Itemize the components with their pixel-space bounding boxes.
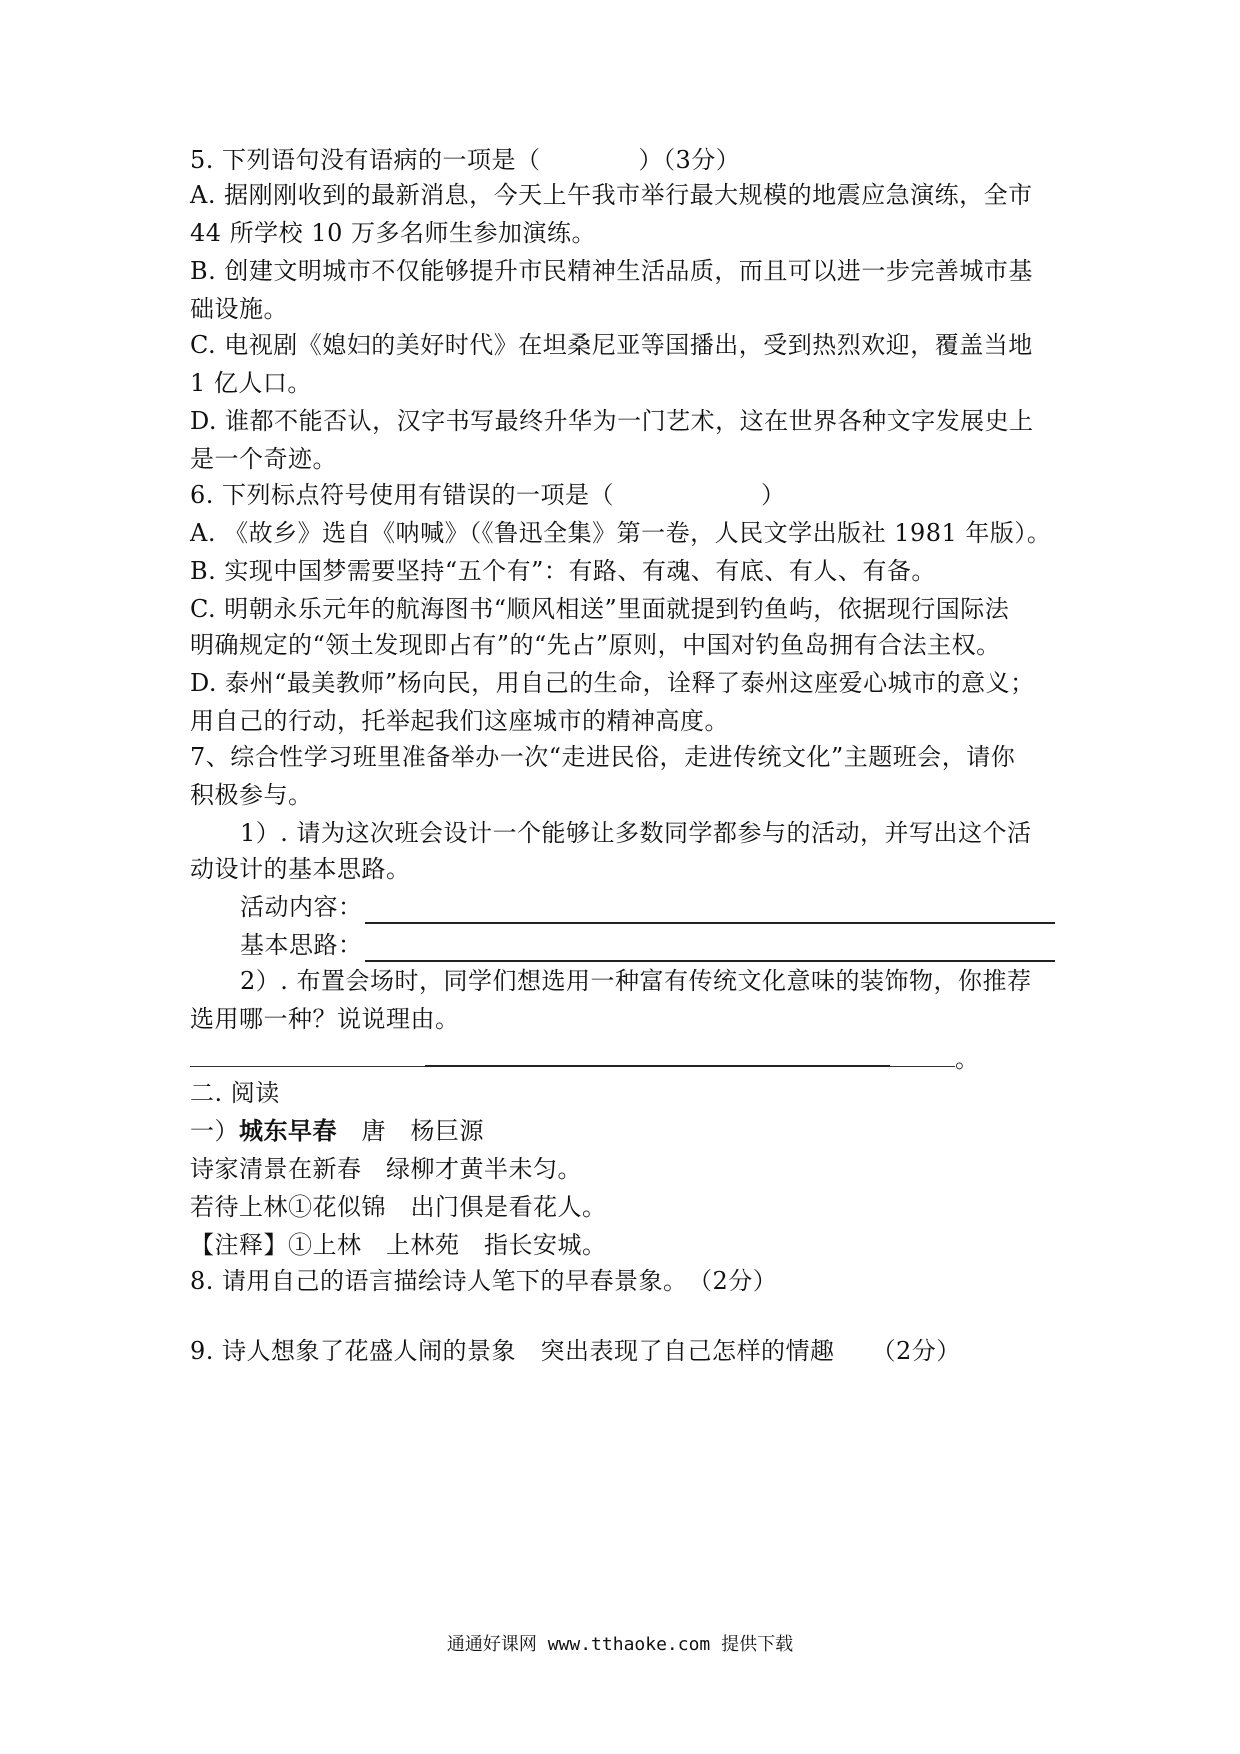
idea-answer-line[interactable] — [365, 960, 1055, 962]
q8-stem: 8. 请用自己的语言描绘诗人笔下的早春景象。 （2分） — [190, 1267, 778, 1295]
q5-option-b-line1: B. 创建文明城市不仅能够提升市民精神生活品质，而且可以进一步完善城市基 — [190, 257, 1033, 285]
poem-line-2: 若待上林①花似锦 出门俱是看花人。 — [190, 1193, 607, 1221]
q5-option-d-line1: D. 谁都不能否认，汉字书写最终升华为一门艺术，这在世界各种文字发展史上 — [190, 407, 1034, 435]
q6-stem: 6. 下列标点符号使用有错误的一项是（ ） — [190, 481, 786, 509]
q6-option-a: A. 《故乡》选自《呐喊》（《鲁迅全集》第一卷，人民文学出版社 1981 年版）。 — [190, 519, 1052, 547]
activity-answer-line[interactable] — [365, 922, 1055, 924]
q7-part1-line1: 1）. 请为这次班会设计一个能够让多数同学都参与的活动，并写出这个活 — [240, 819, 1032, 847]
q5-option-d-line2: 是一个奇迹。 — [190, 445, 337, 473]
q5-option-c-line1: C. 电视剧《媳妇的美好时代》在坦桑尼亚等国播出，受到热烈欢迎，覆盖当地 — [190, 331, 1033, 359]
q7-stem-line1: 7、综合性学习班里准备举办一次“走进民俗，走进传统文化”主题班会，请你 — [190, 743, 1016, 771]
q6-option-d-line1: D. 泰州“最美教师”杨向民，用自己的生命，诠释了泰州这座爱心城市的意义； — [190, 669, 1035, 697]
activity-label: 活动内容： — [240, 893, 363, 921]
footer-credit: 通通好课网 www.tthaoke.com 提供下载 — [446, 1634, 794, 1655]
answer-dash-left — [190, 1066, 425, 1067]
section-title: 二. 阅读 — [190, 1079, 280, 1107]
poem-note: 【注释】①上林 上林苑 指长安城。 — [190, 1231, 607, 1259]
q5-option-b-line2: 础设施。 — [190, 295, 288, 323]
q7-part2-line2: 选用哪一种？说说理由。 — [190, 1005, 460, 1033]
q7-part2-line1: 2）. 布置会场时，同学们想选用一种富有传统文化意味的装饰物，你推荐 — [240, 967, 1032, 995]
q5-option-c-line2: 1 亿人口。 — [190, 369, 312, 397]
poem-heading — [190, 1116, 484, 1146]
q5-stem: 5. 下列语句没有语病的一项是（ ）（3分） — [190, 146, 741, 174]
q6-option-c-line1: C. 明朝永乐元年的航海图书“顺风相送”里面就提到钓鱼屿，依据现行国际法 — [190, 595, 1010, 623]
poem-line-1: 诗家清景在新春 绿柳才黄半未匀。 — [190, 1155, 582, 1183]
reason-answer-line[interactable] — [425, 1065, 890, 1067]
q7-stem-line2: 积极参与。 — [190, 781, 313, 809]
q6-option-c-line2: 明确规定的“领土发现即占有”的“先占”原则，中国对钓鱼岛拥有合法主权。 — [190, 631, 1001, 659]
poem-prefix: 一） — [190, 1117, 239, 1145]
poem-title: 城东早春 — [239, 1116, 337, 1145]
q5-option-a-line2: 44 所学校 10 万多名师生参加演练。 — [190, 219, 596, 247]
answer-end-mark: 。 — [955, 1045, 980, 1073]
q9-stem: 9. 诗人想象了花盛人闹的景象 突出表现了自己怎样的情趣 （2分） — [190, 1337, 961, 1365]
q6-option-d-line2: 用自己的行动，托举起我们这座城市的精神高度。 — [190, 707, 729, 735]
poem-author: 唐 杨巨源 — [337, 1117, 484, 1145]
answer-dash-right — [890, 1066, 955, 1067]
q7-part1-line2: 动设计的基本思路。 — [190, 855, 411, 883]
q6-option-b: B. 实现中国梦需要坚持“五个有”：有路、有魂、有底、有人、有备。 — [190, 557, 936, 585]
idea-label: 基本思路： — [240, 931, 363, 959]
q5-option-a-line1: A. 据刚刚收到的最新消息，今天上午我市举行最大规模的地震应急演练，全市 — [190, 181, 1033, 209]
